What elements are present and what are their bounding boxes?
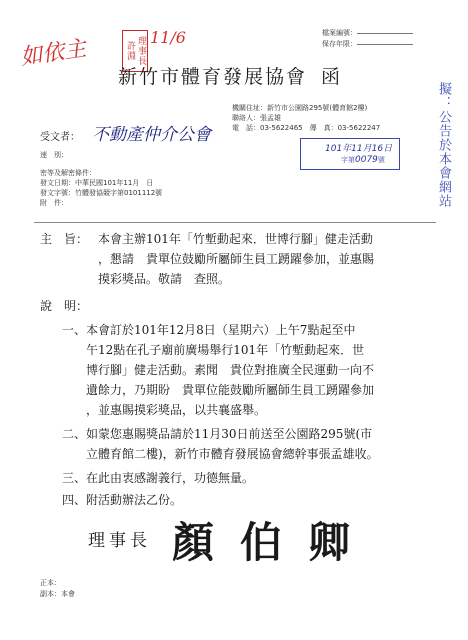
side-note: 擬：公告於本會網站 [436, 82, 451, 208]
receipt-date-row [301, 141, 399, 154]
item4: 四、附活動辦法乙份。 [62, 493, 183, 507]
handwritten-name: 如依主 [18, 36, 88, 71]
sender-address: 機關住址：新竹市公園路295號(體育館2樓) [232, 104, 368, 112]
retention-label: 保存年限： [322, 39, 413, 50]
explanation-label: 說 明： [40, 299, 89, 313]
item3: 三、在此由衷感謝義行，功德無量。 [62, 471, 255, 485]
item1-line-2: 午12點在孔子廟前廣場舉行101年「竹塹動起來．世 [86, 343, 365, 357]
subject-line-1: 本會主辦101年「竹塹動起來．世博行腳」健走活動 [98, 232, 373, 246]
doc-type: 函 [321, 66, 343, 88]
receipt-number-row: 字第0079號 [341, 155, 385, 165]
receipt-number: 0079 [355, 155, 378, 165]
recipient-name: 不動產仲介公會 [92, 125, 211, 145]
secret-level: 密等及解密條件： [40, 169, 96, 177]
item2-line-2: 立體育館二樓)，新竹市體育發展協會總幹事張孟雄收。 [86, 447, 379, 461]
item1-line-3: 博行腳」健走活動。素聞 貴位對推廣全民運動一向不 [86, 363, 375, 377]
subject-line-3: 摸彩獎品。敬請 查照。 [98, 272, 231, 286]
recipient-label: 受文者： [40, 132, 80, 143]
receipt-stamp [300, 138, 400, 170]
item1-line-4: 遺餘力，乃期盼 貴單位能鼓勵所屬師生員工踴躍參加 [86, 383, 375, 397]
signature-name: 顏伯卿 [172, 518, 377, 567]
org-title: 新竹市體育發展協會 函 [118, 66, 343, 88]
divider [34, 222, 436, 223]
handwritten-date: 11/6 [150, 28, 186, 47]
receipt-date: 101年11月16日 [325, 144, 393, 154]
item1-line-1: 一、本會訂於101年12月8日（星期六）上午7點起至中 [62, 323, 356, 337]
item2-line-1: 二、如蒙您惠賜獎品請於11月30日前送至公園路295號(市 [62, 427, 373, 441]
copy-recipient: 副本：本會 [40, 590, 75, 598]
attachment: 附 件： [40, 199, 68, 207]
sender-contact: 聯絡人：張孟雄 [232, 114, 281, 122]
speed-label: 速 別： [40, 151, 68, 159]
doc-meta [40, 168, 162, 208]
original-recipient: 正本： [40, 579, 61, 587]
doc-number: 發文字號：竹體發協競字第0101112號 [40, 189, 163, 197]
chair-stamp: 理事長許淵 [122, 30, 148, 72]
subject-label: 主 旨： [40, 232, 89, 246]
issue-date: 發文日期：中華民國101年11月 日 [40, 179, 154, 187]
item1-line-5: ，並惠賜摸彩獎品，以共襄盛舉。 [86, 403, 267, 417]
subject-line-2: ，懇請 貴單位鼓勵所屬師生員工踴躍參加，並惠賜 [98, 252, 375, 266]
distribution [40, 578, 75, 600]
sender-tel: 電 話：03-5622465 傳 真：03-5622247 [232, 124, 381, 132]
sender-info [232, 103, 380, 133]
file-no-label: 檔案編號： [322, 28, 413, 39]
signature-title: 理事長 [88, 531, 151, 551]
file-info [322, 28, 413, 50]
